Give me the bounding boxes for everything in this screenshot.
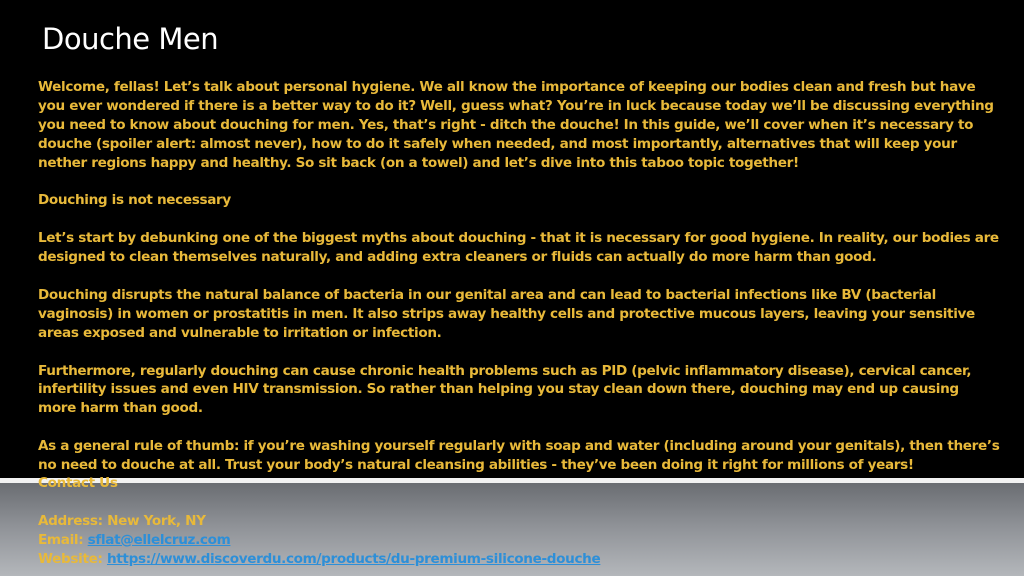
body-paragraph: Furthermore, regularly douching can cause chronic health problems such as PID (pelvic inflammatory disease), cervical cancer, infertility issues and even HIV transmission. So rather than helping you stay clean down there, douching may end up causing more harm than good.: [38, 362, 972, 417]
body-paragraph: As a general rule of thumb: if you’re washing yourself regularly with soap and water (including around your genitals), then there’s no need to douche at all. Trust your body’s natural cleansing abilities - they’ve been doing it right for millions of years!: [38, 438, 1000, 474]
website-link[interactable]: https://www.discoverdu.com/products/du-premium-silicone-douche: [106, 550, 601, 567]
contact-email-line: [38, 531, 600, 550]
intro-paragraph: Welcome, fellas! Let’s talk about personal hygiene. We all know the importance of keeping our bodies clean and fresh but have you ever wondered if there is a better way to do it? Well, guess what? You’re in luck because today we’ll be discussing everything you need to know about douching for men. Yes, that’s right - ditch the douche! In this guide, we’ll cover when it’s necessary to douche (spoiler alert: almost never), how to do it safely when needed, and most importantly, alternatives that will keep your nether regions happy and healthy. So sit back (on a towel) and let’s dive into this taboo topic together!: [38, 79, 994, 171]
slide-body: [38, 78, 1000, 494]
contact-website-line: [38, 550, 600, 569]
contact-section: [38, 474, 600, 569]
body-paragraph: Douching disrupts the natural balance of bacteria in our genital area and can lead to bacterial infections like BV (bacterial vaginosis) in women or prostatitis in men. It also strips away healthy cells and protective mucous layers, leaving your sensitive areas exposed and vulnerable to irritation or infection.: [38, 286, 975, 341]
section-heading: Douching is not necessary: [38, 192, 231, 209]
email-label: Email:: [38, 531, 88, 548]
contact-address: Address: New York, NY: [38, 512, 206, 529]
contact-spacer: [38, 493, 600, 512]
email-link[interactable]: sflat@ellelcruz.com: [87, 531, 231, 548]
slide-title: Douche Men: [42, 22, 219, 56]
contact-heading: Contact Us: [38, 475, 118, 491]
website-label: Website:: [38, 550, 107, 567]
body-paragraph: Let’s start by debunking one of the biggest myths about douching - that it is necessary for good hygiene. In reality, our bodies are designed to clean themselves naturally, and adding extra cleaners or fluids can actually do more harm than good.: [38, 230, 999, 266]
